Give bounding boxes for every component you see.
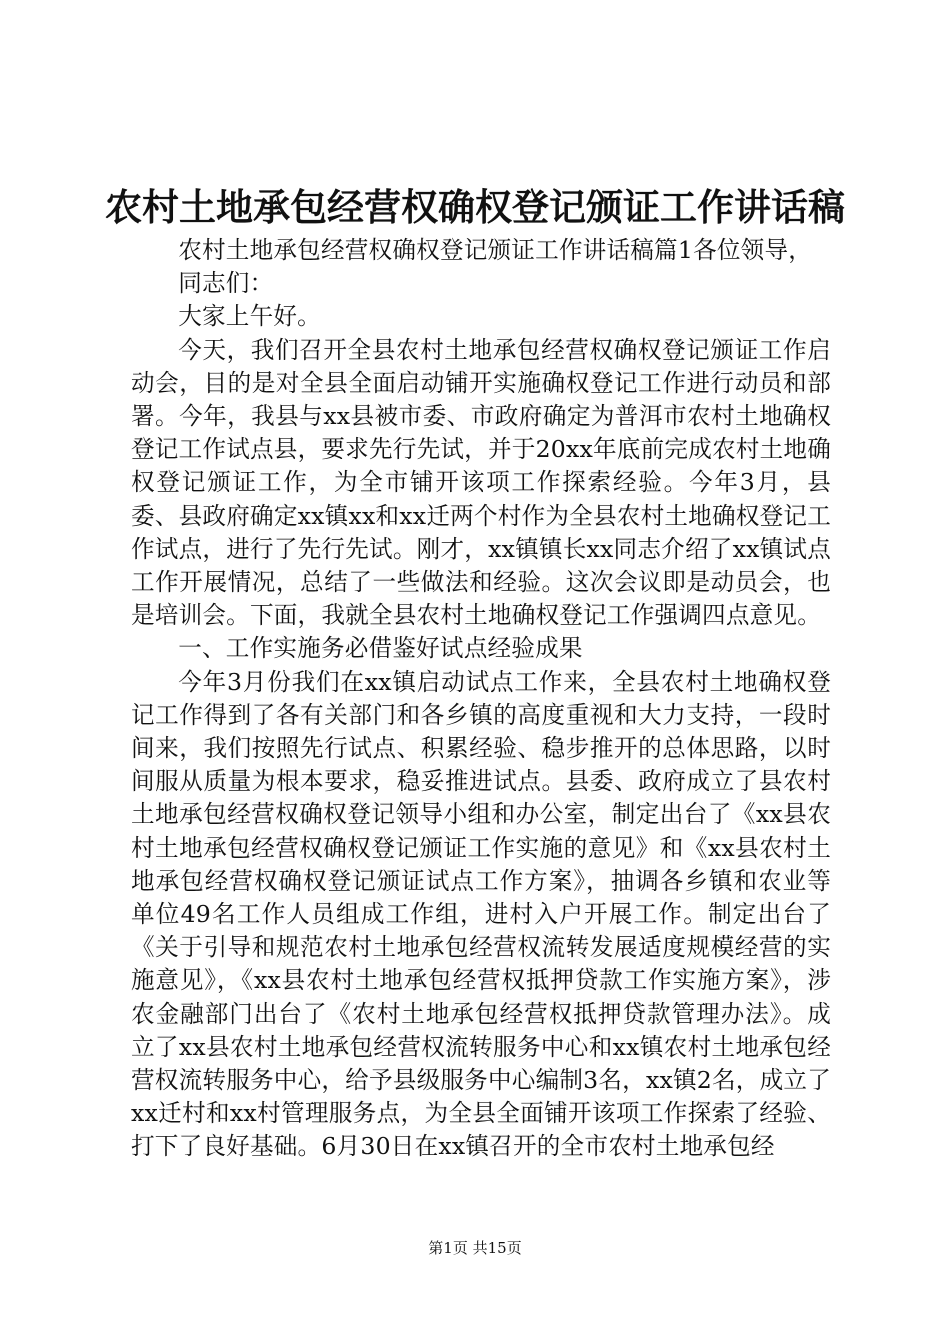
paragraph-greeting: 农村土地承包经营权确权登记颁证工作讲话稿篇1各位领导， [178, 236, 813, 264]
document-body [131, 234, 831, 1164]
paragraph-section-1: 今年3月份我们在xx镇启动试点工作来，全县农村土地确权登记工作得到了各有关部门和各乡镇的高度重视和大力支持，一段时间来，我们按照先行试点、积累经验、稳步推开的总体思路，以时间服从质量为根本要求，稳妥推进试点。县委、政府成立了县农村土地承包经营权确权登记领导小组和办公室，制定出台了《xx县农村土地承包经营权确权登记颁证工作实施的意见》和《xx县农村土地承包经营权确权登记颁证试点工作方案》，抽调各乡镇和农业等单位49名工作人员组成工作组，进村入户开展工作。制定出台了《关于引导和规范农村土地承包经营权流转发展适度规模经营的实施意见》，《xx县农村土地承包经营权抵押贷款工作实施方案》，涉农金融部门出台了《农村土地承包经营权抵押贷款管理办法》。成立了xx县农村土地承包经营权流转服务中心和xx镇农村土地承包经营权流转服务中心，给予县级服务中心编制3名，xx镇2名，成立了xx迁村和xx村管理服务点，为全县全面铺开该项工作探索了经验、打下了良好基础。6月30日在xx镇召开的全市农村土地承包经 [131, 667, 832, 1161]
section-heading-1: 一、工作实施务必借鉴好试点经验成果 [178, 634, 583, 663]
paragraph-comrades: 同志们： [178, 269, 274, 298]
paragraph-intro: 今天，我们召开全县农村土地承包经营权确权登记颁证工作启动会，目的是对全县全面启动铺开实施确权登记工作进行动员和部署。今年，我县与xx县被市委、市政府确定为普洱市农村土地确权登记工作试点县，要求先行先试，并于20xx年底前完成农村土地确权登记颁证工作，为全市铺开该项工作探索经验。今年3月，县委、县政府确定xx镇xx和xx迁两个村作为全县农村土地确权登记工作试点，进行了先行先试。刚才，xx镇镇长xx同志介绍了xx镇试点工作开展情况，总结了一些做法和经验。这次会议即是动员会，也是培训会。下面，我就全县农村土地确权登记工作强调四点意见。 [131, 335, 831, 630]
page-footer: 第1页 共15页 [428, 1239, 522, 1257]
paragraph-good-morning: 大家上午好。 [178, 302, 321, 331]
document-title: 农村土地承包经营权确权登记颁证工作讲话稿 [105, 185, 845, 229]
